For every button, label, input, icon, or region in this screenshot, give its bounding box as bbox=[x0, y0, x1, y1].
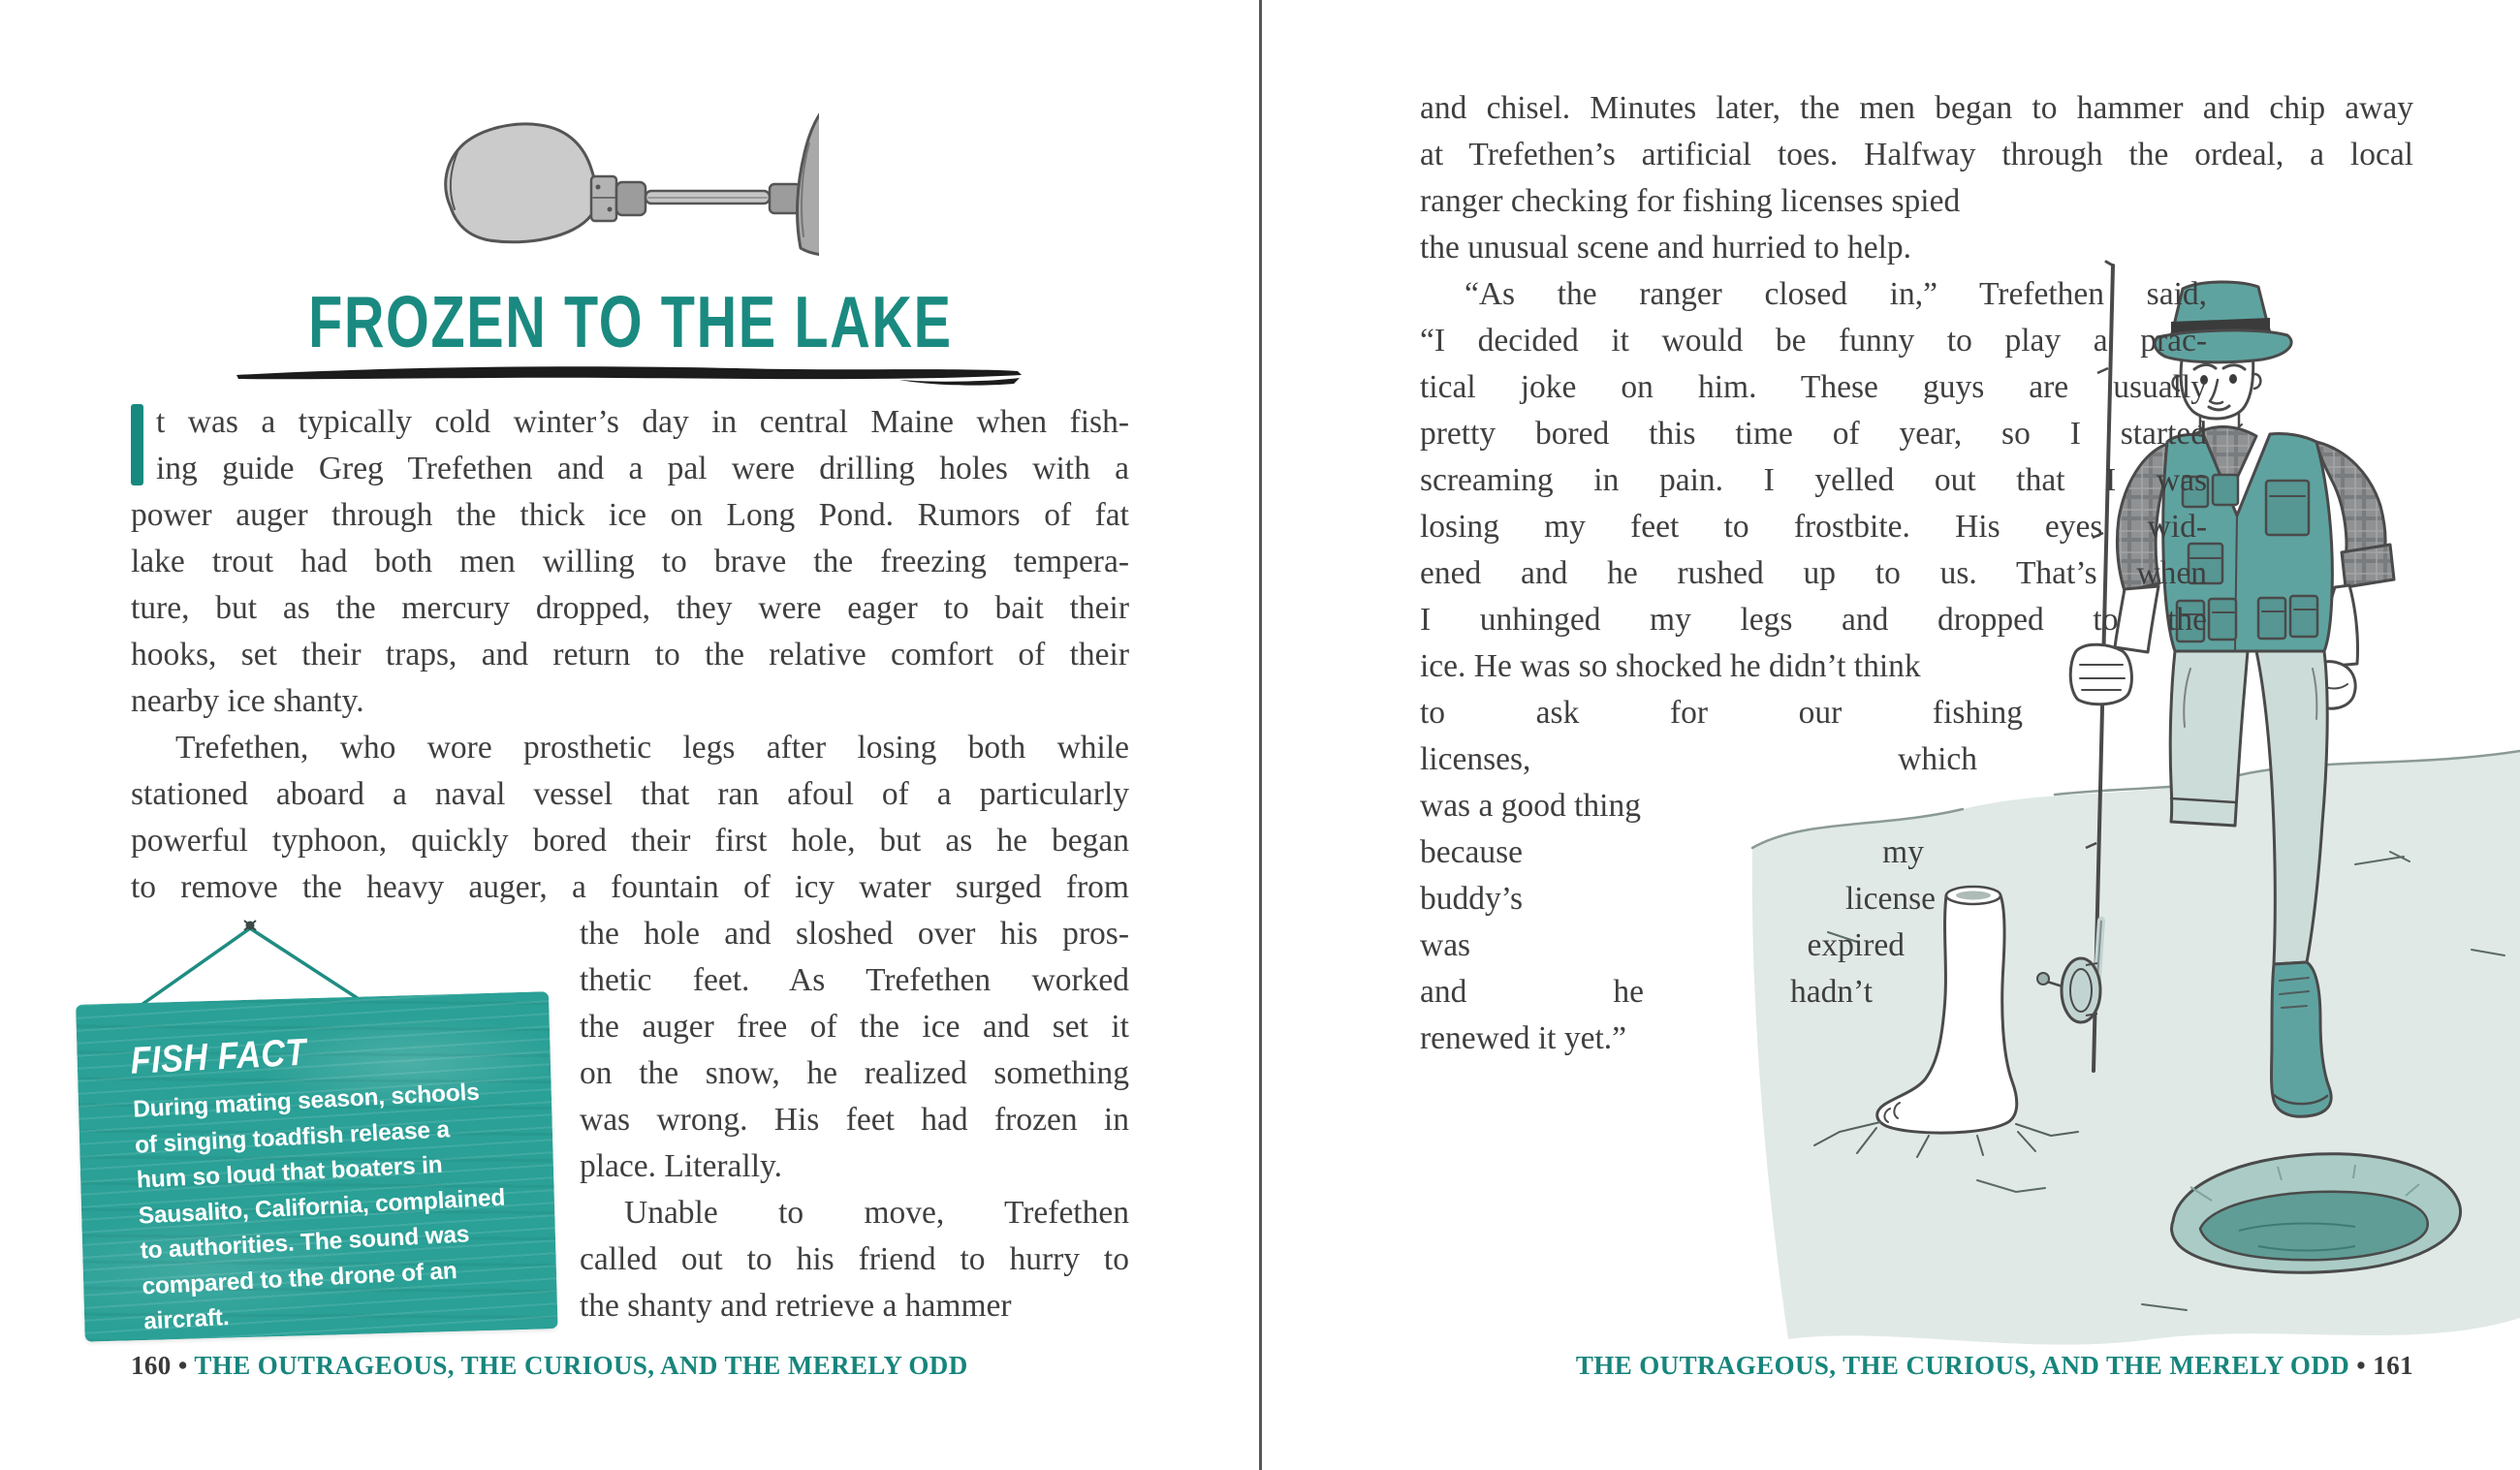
fish-fact-line: Sausalito, California, complained bbox=[138, 1183, 506, 1230]
left-column-wide bbox=[131, 399, 1129, 911]
text-line: was wrong. His feet had frozen in bbox=[580, 1102, 1129, 1138]
text-line: to remove the heavy auger, a fountain of icy water surged from bbox=[131, 869, 1129, 905]
text-line: Trefethen, who wore prosthetic legs after losing both while bbox=[175, 730, 1129, 766]
text-line: because my bbox=[1420, 834, 1924, 870]
text-line: at Trefethen’s artificial toes. Halfway through the ordeal, a local bbox=[1420, 137, 2413, 172]
fish-fact-line: compared to the drone of an bbox=[141, 1257, 458, 1300]
text-line: Unable to move, Trefethen bbox=[624, 1195, 1129, 1231]
fish-fact-sign bbox=[64, 915, 573, 1361]
text-line: to ask for our fishing bbox=[1420, 695, 2023, 731]
text-line: on the snow, he realized something bbox=[580, 1055, 1129, 1091]
text-line: and chisel. Minutes later, the men began to hammer and chip away bbox=[1420, 90, 2413, 126]
text-line: stationed aboard a naval vessel that ran afoul of a particularly bbox=[131, 776, 1129, 812]
text-line: the shanty and retrieve a hammer bbox=[580, 1288, 1012, 1324]
text-line: ice. He was so shocked he didn’t think bbox=[1420, 648, 1921, 684]
running-foot-title: THE OUTRAGEOUS, THE CURIOUS, AND THE MERELY ODD bbox=[194, 1351, 968, 1380]
drop-cap-letter-i bbox=[131, 404, 143, 485]
chapter-title: FROZEN TO THE LAKE bbox=[307, 282, 953, 363]
right-page-footer bbox=[1420, 1351, 2413, 1381]
text-line: losing my feet to frostbite. His eyes wid- bbox=[1420, 509, 2207, 545]
right-column bbox=[1420, 85, 2413, 1062]
text-line: ened and he rushed up to us. That’s when bbox=[1420, 555, 2207, 591]
text-line: renewed it yet.” bbox=[1420, 1020, 1626, 1056]
text-line: ing guide Greg Trefethen and a pal were drilling holes with a bbox=[156, 451, 1129, 486]
fish-fact-line: During mating season, schools bbox=[132, 1079, 481, 1123]
text-line: ture, but as the mercury dropped, they were eager to bait their bbox=[131, 590, 1129, 626]
text-line: the auger free of the ice and set it bbox=[580, 1009, 1129, 1045]
text-line: nearby ice shanty. bbox=[131, 683, 364, 719]
text-line: “As the ranger closed in,” Trefethen said, bbox=[1465, 276, 2207, 312]
fish-fact-line: aircraft. bbox=[142, 1304, 231, 1335]
text-line: and he hadn’t bbox=[1420, 974, 1873, 1010]
text-line: lake trout had both men willing to brave the freezing tempera- bbox=[131, 544, 1129, 579]
text-line: the unusual scene and hurried to help. bbox=[1420, 230, 1911, 266]
text-line: screaming in pain. I yelled out that I was bbox=[1420, 462, 2207, 498]
text-line: power auger through the thick ice on Long Pond. Rumors of fat bbox=[131, 497, 1129, 533]
fish-fact-line: to authorities. The sound was bbox=[140, 1221, 470, 1265]
text-line: pretty bored this time of year, so I started bbox=[1420, 416, 2207, 452]
fish-fact-line: of singing toadfish release a bbox=[134, 1115, 451, 1159]
left-column-narrow bbox=[580, 911, 1129, 1329]
text-line: ranger checking for fishing licenses spied bbox=[1420, 183, 1961, 219]
text-line: was a good thing bbox=[1420, 788, 1641, 824]
page-number: 161 bbox=[2373, 1351, 2413, 1380]
text-line: I unhinged my legs and dropped to the bbox=[1420, 602, 2207, 638]
text-line: thetic feet. As Trefethen worked bbox=[580, 962, 1129, 998]
text-line: place. Literally. bbox=[580, 1148, 782, 1184]
footer-bullet: • bbox=[2356, 1351, 2367, 1380]
prosthetic-leg-auger-illustration bbox=[431, 93, 819, 269]
text-line: tical joke on him. These guys are usually bbox=[1420, 369, 2207, 405]
left-page-footer bbox=[131, 1351, 968, 1381]
page-number: 160 bbox=[131, 1351, 172, 1380]
title-underline bbox=[231, 362, 1027, 388]
running-foot-title: THE OUTRAGEOUS, THE CURIOUS, AND THE MERELY ODD bbox=[1575, 1351, 2350, 1380]
text-line: was expired bbox=[1420, 927, 1905, 963]
text-line: hooks, set their traps, and return to the relative comfort of their bbox=[131, 637, 1129, 672]
fish-fact-heading: FISH FACT bbox=[129, 1031, 307, 1082]
text-line: called out to his friend to hurry to bbox=[580, 1241, 1129, 1277]
page-divider bbox=[1259, 0, 1262, 1470]
text-line: powerful typhoon, quickly bored their first hole, but as he began bbox=[131, 823, 1129, 859]
text-line: t was a typically cold winter’s day in central Maine when fish- bbox=[156, 404, 1129, 440]
sign-board bbox=[76, 991, 558, 1341]
fish-fact-line: hum so loud that boaters in bbox=[136, 1151, 444, 1194]
footer-bullet: • bbox=[177, 1351, 188, 1380]
text-line: buddy’s license bbox=[1420, 881, 1936, 917]
text-line: “I decided it would be funny to play a prac- bbox=[1420, 323, 2207, 359]
text-line: licenses, which bbox=[1420, 741, 1977, 777]
text-line: the hole and sloshed over his pros- bbox=[580, 916, 1129, 952]
